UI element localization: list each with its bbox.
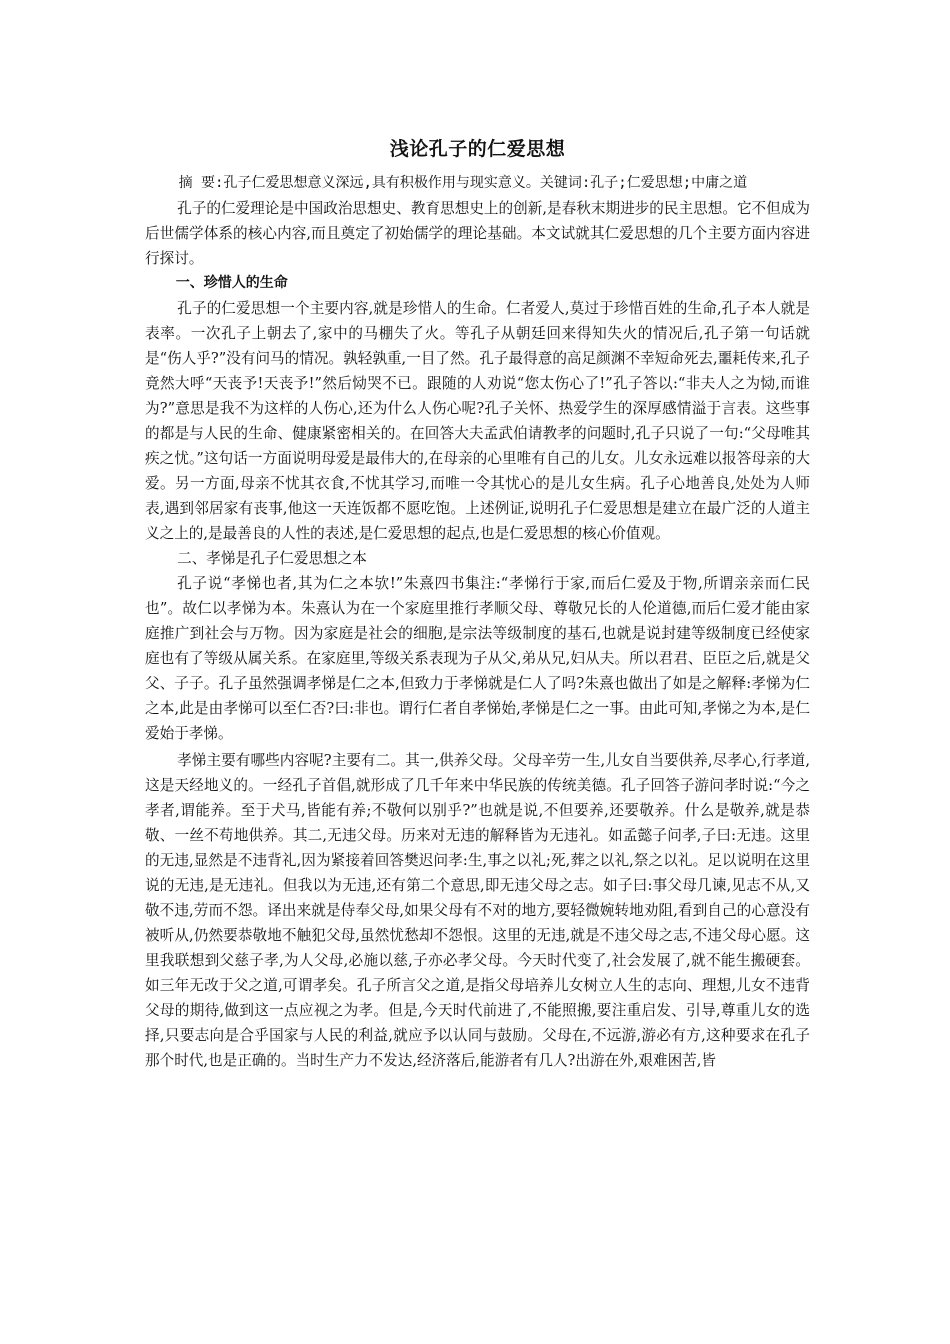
section2-paragraph-1: 孔子说“孝悌也者,其为仁之本欤!”朱熹四书集注:“孝悌行于家,而后仁爱及于物,所谓亲亲而仁民也”。故仁以孝悌为本。朱熹认为在一个家庭里推行孝顺父母、尊敬兄长的人伦道德,而后仁爱才能由家庭推广到社会与万物。因为家庭是社会的细胞,是宗法等级制度的基石,也就是说封建等级制度已经使家庭也有了等级从属关系。在家庭里,等级关系表现为子从父,弟从兄,妇从夫。所以君君、臣臣之后,就是父父、子子。孔子虽然强调孝悌是仁之本,但致力于孝悌就是仁人了吗?朱熹也做出了如是之解释:孝悌为仁之本,此是由孝悌可以至仁否?曰:非也。谓行仁者自孝悌始,孝悌是仁之一事。由此可知,孝悌之为本,是仁爱始于孝悌。: [145, 575, 810, 742]
document-title: 浅论孔子的仁爱思想: [389, 138, 566, 160]
section1-paragraph: 孔子的仁爱思想一个主要内容,就是珍惜人的生命。仁者爱人,莫过于珍惜百姓的生命,孔子本人就是表率。一次孔子上朝去了,家中的马棚失了火。等孔子从朝廷回来得知失火的情况后,孔子第一句话就是“伤人乎?”没有问马的情况。孰轻孰重,一目了然。孔子最得意的高足颜渊不幸短命死去,噩耗传来,孔子竟然大呼“天丧予!天丧予!”然后恸哭不已。跟随的人劝说“您太伤心了!”孔子答以:“非夫人之为恸,而谁为?”意思是我不为这样的人伤心,还为什么人伤心呢?孔子关怀、热爱学生的深厚感情溢于言表。这些事的都是与人民的生命、健康紧密相关的。在回答大夫孟武伯请教孝的问题时,孔子只说了一句:“父母唯其疾之忧。”这句话一方面说明母爱是最伟大的,在母亲的心里唯有自己的儿女。儿女永远难以报答母亲的大爱。另一方面,母亲不忧其衣食,不忧其学习,而唯一令其忧心的是儿女生病。孔子心地善良,处处为人师表,遇到邻居家有丧事,他这一天连饭都不愿吃饱。上述例证,说明孔子仁爱思想是建立在最广泛的人道主义之上的,是最善良的人性的表述,是仁爱思想的起点,也是仁爱思想的核心价值观。: [145, 300, 810, 542]
section1-heading: 一、珍惜人的生命: [175, 275, 288, 291]
document-page: [145, 135, 810, 1073]
section2-heading: 二、孝悌是孔子仁爱思想之本: [177, 550, 367, 567]
intro-paragraph: 孔子的仁爱理论是中国政治思想史、教育思想史上的创新,是春秋末期进步的民主思想。它不但成为后世儒学体系的核心内容,而且奠定了初始儒学的理论基础。本文试就其仁爱思想的几个主要方面内容进行探讨。: [145, 200, 810, 267]
abstract-keywords: 摘 要:孔子仁爱思想意义深远,具有积极作用与现实意义。关键词:孔子;仁爱思想;中庸之道: [178, 175, 748, 191]
section2-paragraph-2: 孝悌主要有哪些内容呢?主要有二。其一,供养父母。父母辛劳一生,儿女自当要供养,尽孝心,行孝道,这是天经地义的。一经孔子首倡,就形成了几千年来中华民族的传统美德。孔子回答子游问孝时说:“今之孝者,谓能养。至于犬马,皆能有养;不敬何以别乎?”也就是说,不但要养,还要敬养。什么是敬养,就是恭敬、一丝不苟地供养。其二,无违父母。历来对无违的解释皆为无违礼。如孟懿子问孝,子曰:无违。这里的无违,显然是不违背礼,因为紧接着回答樊迟问孝:生,事之以礼;死,葬之以礼,祭之以礼。足以说明在这里说的无违,是无违礼。但我以为无违,还有第二个意思,即无违父母之志。如子曰:事父母几谏,见志不从,又敬不违,劳而不怨。译出来就是侍奉父母,如果父母有不对的地方,要轻微婉转地劝阻,看到自己的心意没有被听从,仍然要恭敬地不触犯父母,虽然忧愁却不怨恨。这里的无违,就是不违父母之志,不违父母心愿。这里我联想到父慈子孝,为人父母,必施以慈,子亦必孝父母。今天时代变了,社会发展了,就不能生搬硬套。如三年无改于父之道,可谓孝矣。孔子所言父之道,是指父母培养儿女树立人生的志向、理想,儿女不违背父母的期待,做到这一点应视之为孝。但是,今天时代前进了,不能照搬,要注重启发、引导,尊重儿女的选择,只要志向是合乎国家与人民的利益,就应予以认同与鼓励。父母在,不远游,游必有方,这种要求在孔子那个时代,也是正确的。当时生产力不发达,经济落后,能游者有几人?出游在外,艰难困苦,皆: [145, 752, 810, 1069]
